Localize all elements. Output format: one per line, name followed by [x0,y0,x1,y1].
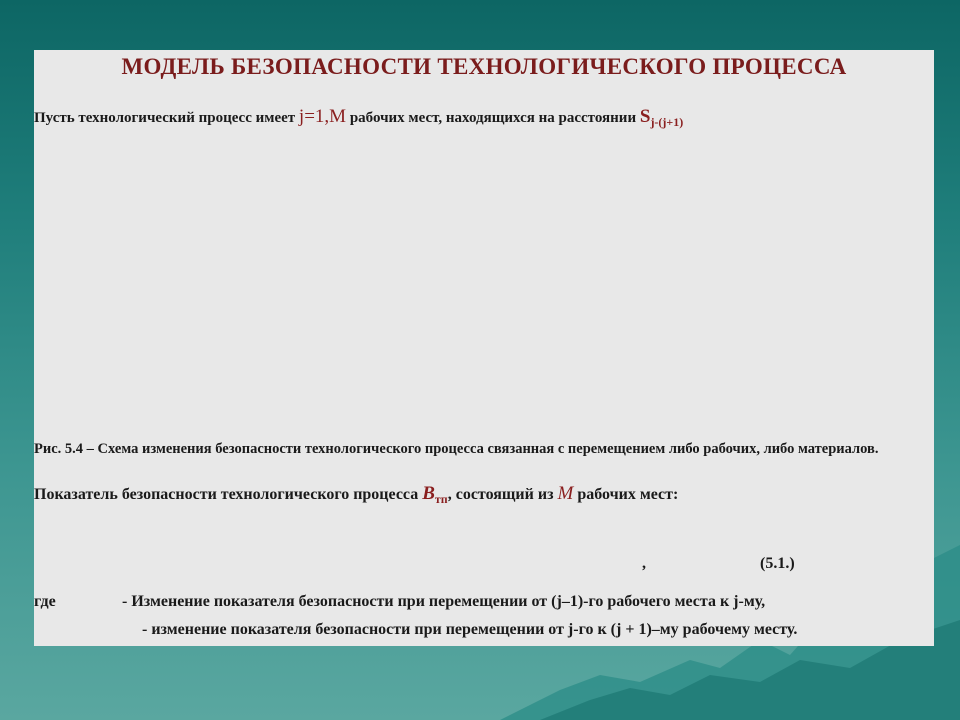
intro-middle: рабочих мест, находящихся на расстоянии [346,110,640,126]
indicator-text [34,483,678,507]
indicator-middle: , состоящий из [447,486,558,503]
where-label: где [34,593,56,610]
figure-caption: Рис. 5.4 – Схема изменения безопасности технологического процесса связанная с перемещением либо рабочих, либо материалов. [34,441,879,457]
indicator-before: Показатель безопасности технологического процесса [34,486,423,503]
intro-text [34,106,683,130]
j-range: j=1,M [298,106,347,127]
s-subscript: j-(j+1) [650,115,684,129]
s-symbol: S [639,106,651,127]
formula-comma: , [642,555,646,572]
equation-number: (5.1.) [760,555,795,572]
m-symbol: M [557,483,574,504]
b-subscript: тп [434,492,448,506]
slide-title: МОДЕЛЬ БЕЗОПАСНОСТИ ТЕХНОЛОГИЧЕСКОГО ПРОЦЕССА [121,54,847,79]
b-symbol: B [422,483,435,504]
definition-2: - изменение показателя безопасности при перемещении от j-го к (j + 1)–му рабочему месту. [142,621,798,638]
indicator-after: рабочих мест: [573,486,679,503]
intro-before: Пусть технологический процесс имеет [34,110,299,126]
slide-panel [34,50,934,646]
definition-1: - Изменение показателя безопасности при перемещении от (j–1)-го рабочего места к j-му, [122,593,766,610]
